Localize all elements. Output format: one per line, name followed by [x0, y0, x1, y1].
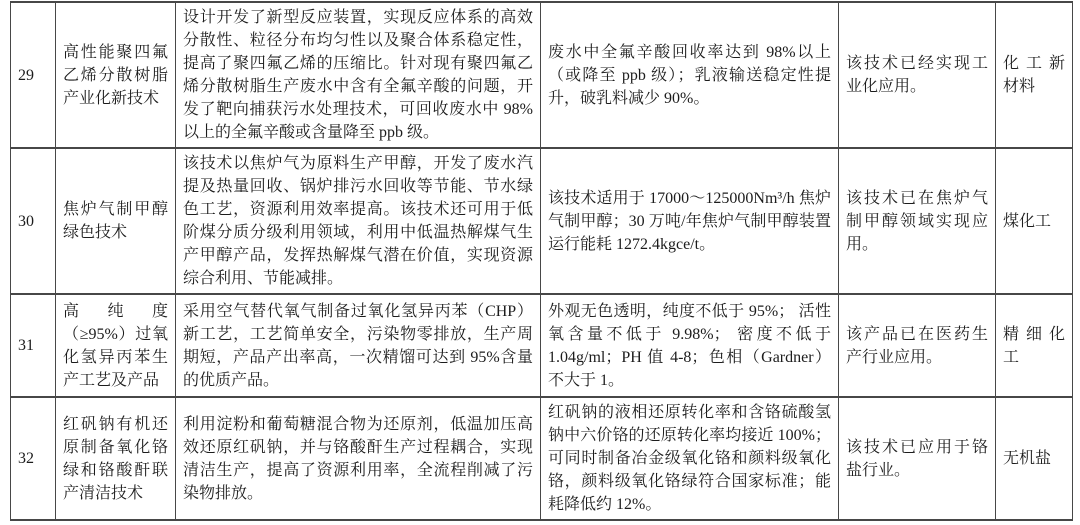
technology-name: 高纯度（≥95%）过氧化氢异丙苯生产工艺及产品	[56, 294, 176, 397]
serial-number: 31	[11, 294, 56, 397]
table-row	[11, 148, 1073, 294]
industry-category: 煤化工	[996, 148, 1073, 294]
table-row	[11, 2, 1073, 148]
industry-category: 精细化工	[996, 294, 1073, 397]
table-row	[11, 294, 1073, 397]
technology-name: 焦炉气制甲醇绿色技术	[56, 148, 176, 294]
technology-name: 红矾钠有机还原制备氧化铬绿和铬酸酐联产清洁技术	[56, 397, 176, 520]
industry-category: 化工新材料	[996, 2, 1073, 148]
application-status: 该技术已应用于铬盐行业。	[839, 397, 996, 520]
technology-description: 设计开发了新型反应装置，实现反应体系的高效分散性、粒径分布均匀性以及聚合体系稳定性，提高了聚四氟乙烯的压缩比。针对现有聚四氟乙烯分散树脂生产废水中含有全氟辛酸的问题，开发了靶向捕获污水处理技术，可回收废水中 98%以上的全氟辛酸或含量降至 ppb 级。	[176, 2, 541, 148]
technical-indicators: 该技术适用于 17000～125000Nm³/h 焦炉气制甲醇；30 万吨/年焦炉气制甲醇装置运行能耗 1272.4kgce/t。	[541, 148, 839, 294]
technical-indicators: 废水中全氟辛酸回收率达到 98%以上（或降至 ppb 级）；乳液输送稳定性提升，破乳料减少 90%。	[541, 2, 839, 148]
technical-indicators: 外观无色透明，纯度不低于 95%； 活性氧含量不低于 9.98%； 密度不低于 1.04g/ml；PH 值 4-8；色相（Gardner）不大于 1。	[541, 294, 839, 397]
technology-description: 采用空气替代氧气制备过氧化氢异丙苯（CHP）新工艺，工艺简单安全，污染物零排放，生产周期短，产品产出率高，一次精馏可达到 95%含量的优质产品。	[176, 294, 541, 397]
technology-description: 利用淀粉和葡萄糖混合物为还原剂，低温加压高效还原红矾钠，并与铬酸酐生产过程耦合，实现清洁生产，提高了资源利用率，全流程削减了污染物排放。	[176, 397, 541, 520]
application-status: 该技术已在焦炉气制甲醇领域实现应用。	[839, 148, 996, 294]
industry-category: 无机盐	[996, 397, 1073, 520]
technical-indicators: 红矾钠的液相还原转化率和含铬硫酸氢钠中六价铬的还原转化率均接近 100%；可同时制备冶金级氧化铬和颜料级氧化铬，颜料级氧化铬绿符合国家标准；能耗降低约 12%。	[541, 397, 839, 520]
application-status: 该产品已在医药生产行业应用。	[839, 294, 996, 397]
technology-table	[10, 1, 1073, 521]
serial-number: 32	[11, 397, 56, 520]
serial-number: 30	[11, 148, 56, 294]
technology-name: 高性能聚四氟乙烯分散树脂产业化新技术	[56, 2, 176, 148]
serial-number: 29	[11, 2, 56, 148]
application-status: 该技术已经实现工业化应用。	[839, 2, 996, 148]
technology-description: 该技术以焦炉气为原料生产甲醇，开发了废水汽提及热量回收、锅炉排污水回收等节能、节水绿色工艺，资源利用效率提高。该技术还可用于低阶煤分质分级利用领域，利用中低温热解煤气生产甲醇产品，发挥热解煤气潜在价值，实现资源综合利用、节能减排。	[176, 148, 541, 294]
